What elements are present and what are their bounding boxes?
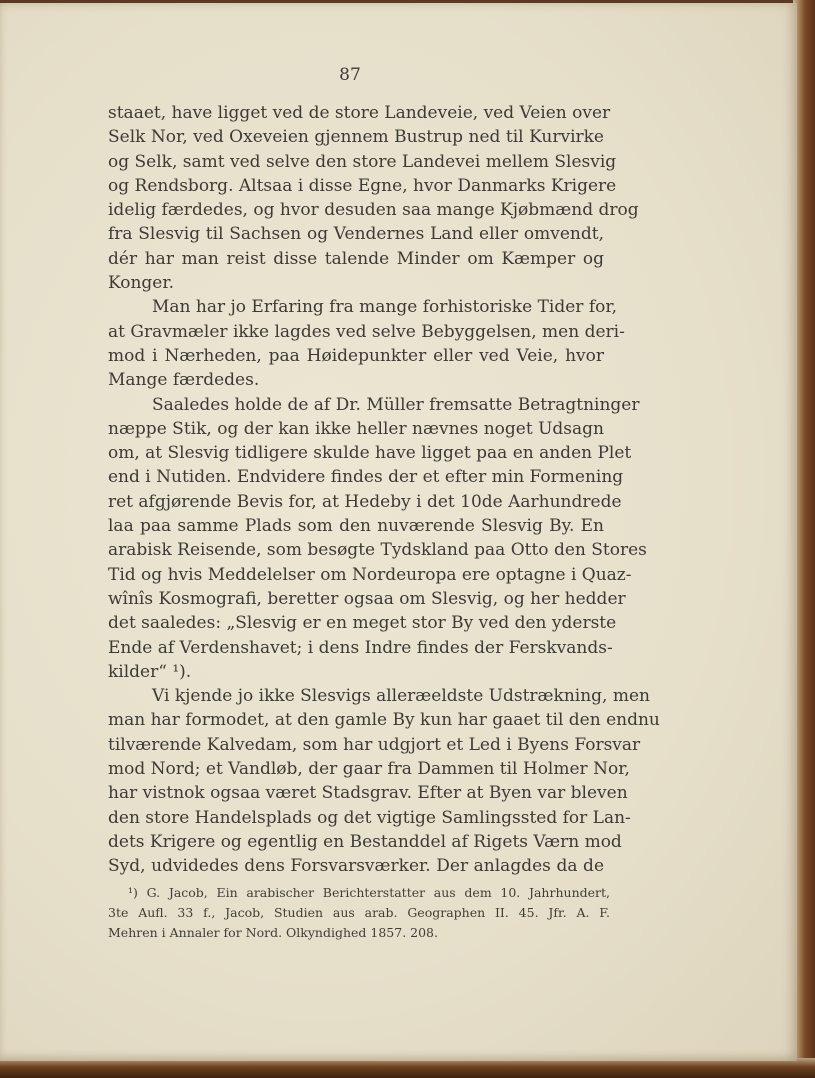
text-line: dets Krigere og egentlig en Bestanddel af Rigets Værn mod <box>108 831 622 852</box>
paragraph-start: Saaledes holde de af Dr. Müller fremsatte Betragtninger <box>152 394 640 415</box>
text-line: Ende af Verdenshavet; i dens Indre findes der Ferskvands- <box>108 637 613 658</box>
text-line: laa paa samme Plads som den nuværende Slesvig By. En <box>108 516 604 537</box>
footnote-line: Mehren i Annaler for Nord. Olkyndighed 1857. 208. <box>108 925 438 940</box>
text-line: og Rendsborg. Altsaa i disse Egne, hvor Danmarks Krigere <box>108 175 617 196</box>
footnote-line: 3te Aufl. 33 f., Jacob, Studien aus arab. Geographen II. 45. Jfr. A. F. <box>108 905 610 920</box>
text-line: mod i Nærheden, paa Høidepunkter eller ved Veie, hvor <box>108 345 604 366</box>
text-line: Syd, udvidedes dens Forsvarsværker. Der anlagdes da de <box>108 856 604 877</box>
text-line: det saaledes: „Slesvig er en meget stor By ved den yderste <box>108 613 617 634</box>
text-line: Konger. <box>108 273 175 294</box>
body-text <box>108 101 660 879</box>
book-binding-bottom <box>0 1058 815 1078</box>
text-line: wînîs Kosmografi, beretter ogsaa om Slesvig, og her hedder <box>108 588 626 609</box>
text-line: tilværende Kalvedam, som har udgjort et Led i Byens Forsvar <box>108 734 641 755</box>
text-line: idelig færdedes, og hvor desuden saa mange Kjøbmænd drog <box>108 200 639 221</box>
text-line: dér har man reist disse talende Minder om Kæmper og <box>108 248 604 269</box>
footnote-line: ¹) G. Jacob, Ein arabischer Berichterstatter aus dem 10. Jahrhundert, <box>128 885 610 900</box>
text-line: kilder“ ¹). <box>108 661 192 682</box>
text-line: at Gravmæler ikke lagdes ved selve Bebyggelsen, men deri- <box>108 321 625 342</box>
text-line: staaet, have ligget ved de store Landeveie, ved Veien over <box>108 103 611 123</box>
paragraph-start: Man har jo Erfaring fra mange forhistoriske Tider for, <box>152 297 618 318</box>
text-line: mod Nord; et Vandløb, der gaar fra Dammen til Holmer Nor, <box>108 759 630 780</box>
text-line: Mange færdedes. <box>108 370 260 391</box>
text-line: fra Slesvig til Sachsen og Vendernes Land eller omvendt, <box>108 224 604 245</box>
text-line: den store Handelsplads og det vigtige Samlingssted for Lan- <box>108 807 631 828</box>
book-page <box>0 3 797 1061</box>
text-line: Tid og hvis Meddelelser om Nordeuropa ere optagne i Quaz- <box>108 564 632 585</box>
text-line: arabisk Reisende, som besøgte Tydskland paa Otto den Stores <box>108 540 647 561</box>
paragraph-start: Vi kjende jo ikke Slesvigs alleræeldste Udstrækning, men <box>152 686 650 707</box>
text-line: og Selk, samt ved selve den store Landevei mellem Slesvig <box>108 151 617 172</box>
text-line: næppe Stik, og der kan ikke heller nævnes noget Udsagn <box>108 418 604 439</box>
text-line: om, at Slesvig tidligere skulde have ligget paa en anden Plet <box>108 443 632 464</box>
text-line: end i Nutiden. Endvidere findes der et efter min Formening <box>108 467 624 488</box>
text-line: man har formodet, at den gamle By kun har gaaet til den endnu <box>108 710 660 731</box>
text-line: ret afgjørende Bevis for, at Hedeby i det 10de Aarhundrede <box>108 491 622 512</box>
text-line: Selk Nor, ved Oxeveien gjennem Bustrup ned til Kurvirke <box>108 127 604 148</box>
text-line: har vistnok ogsaa været Stadsgrav. Efter at Byen var bleven <box>108 783 628 804</box>
page-number: 87 <box>339 65 361 85</box>
footnotes <box>108 883 610 943</box>
